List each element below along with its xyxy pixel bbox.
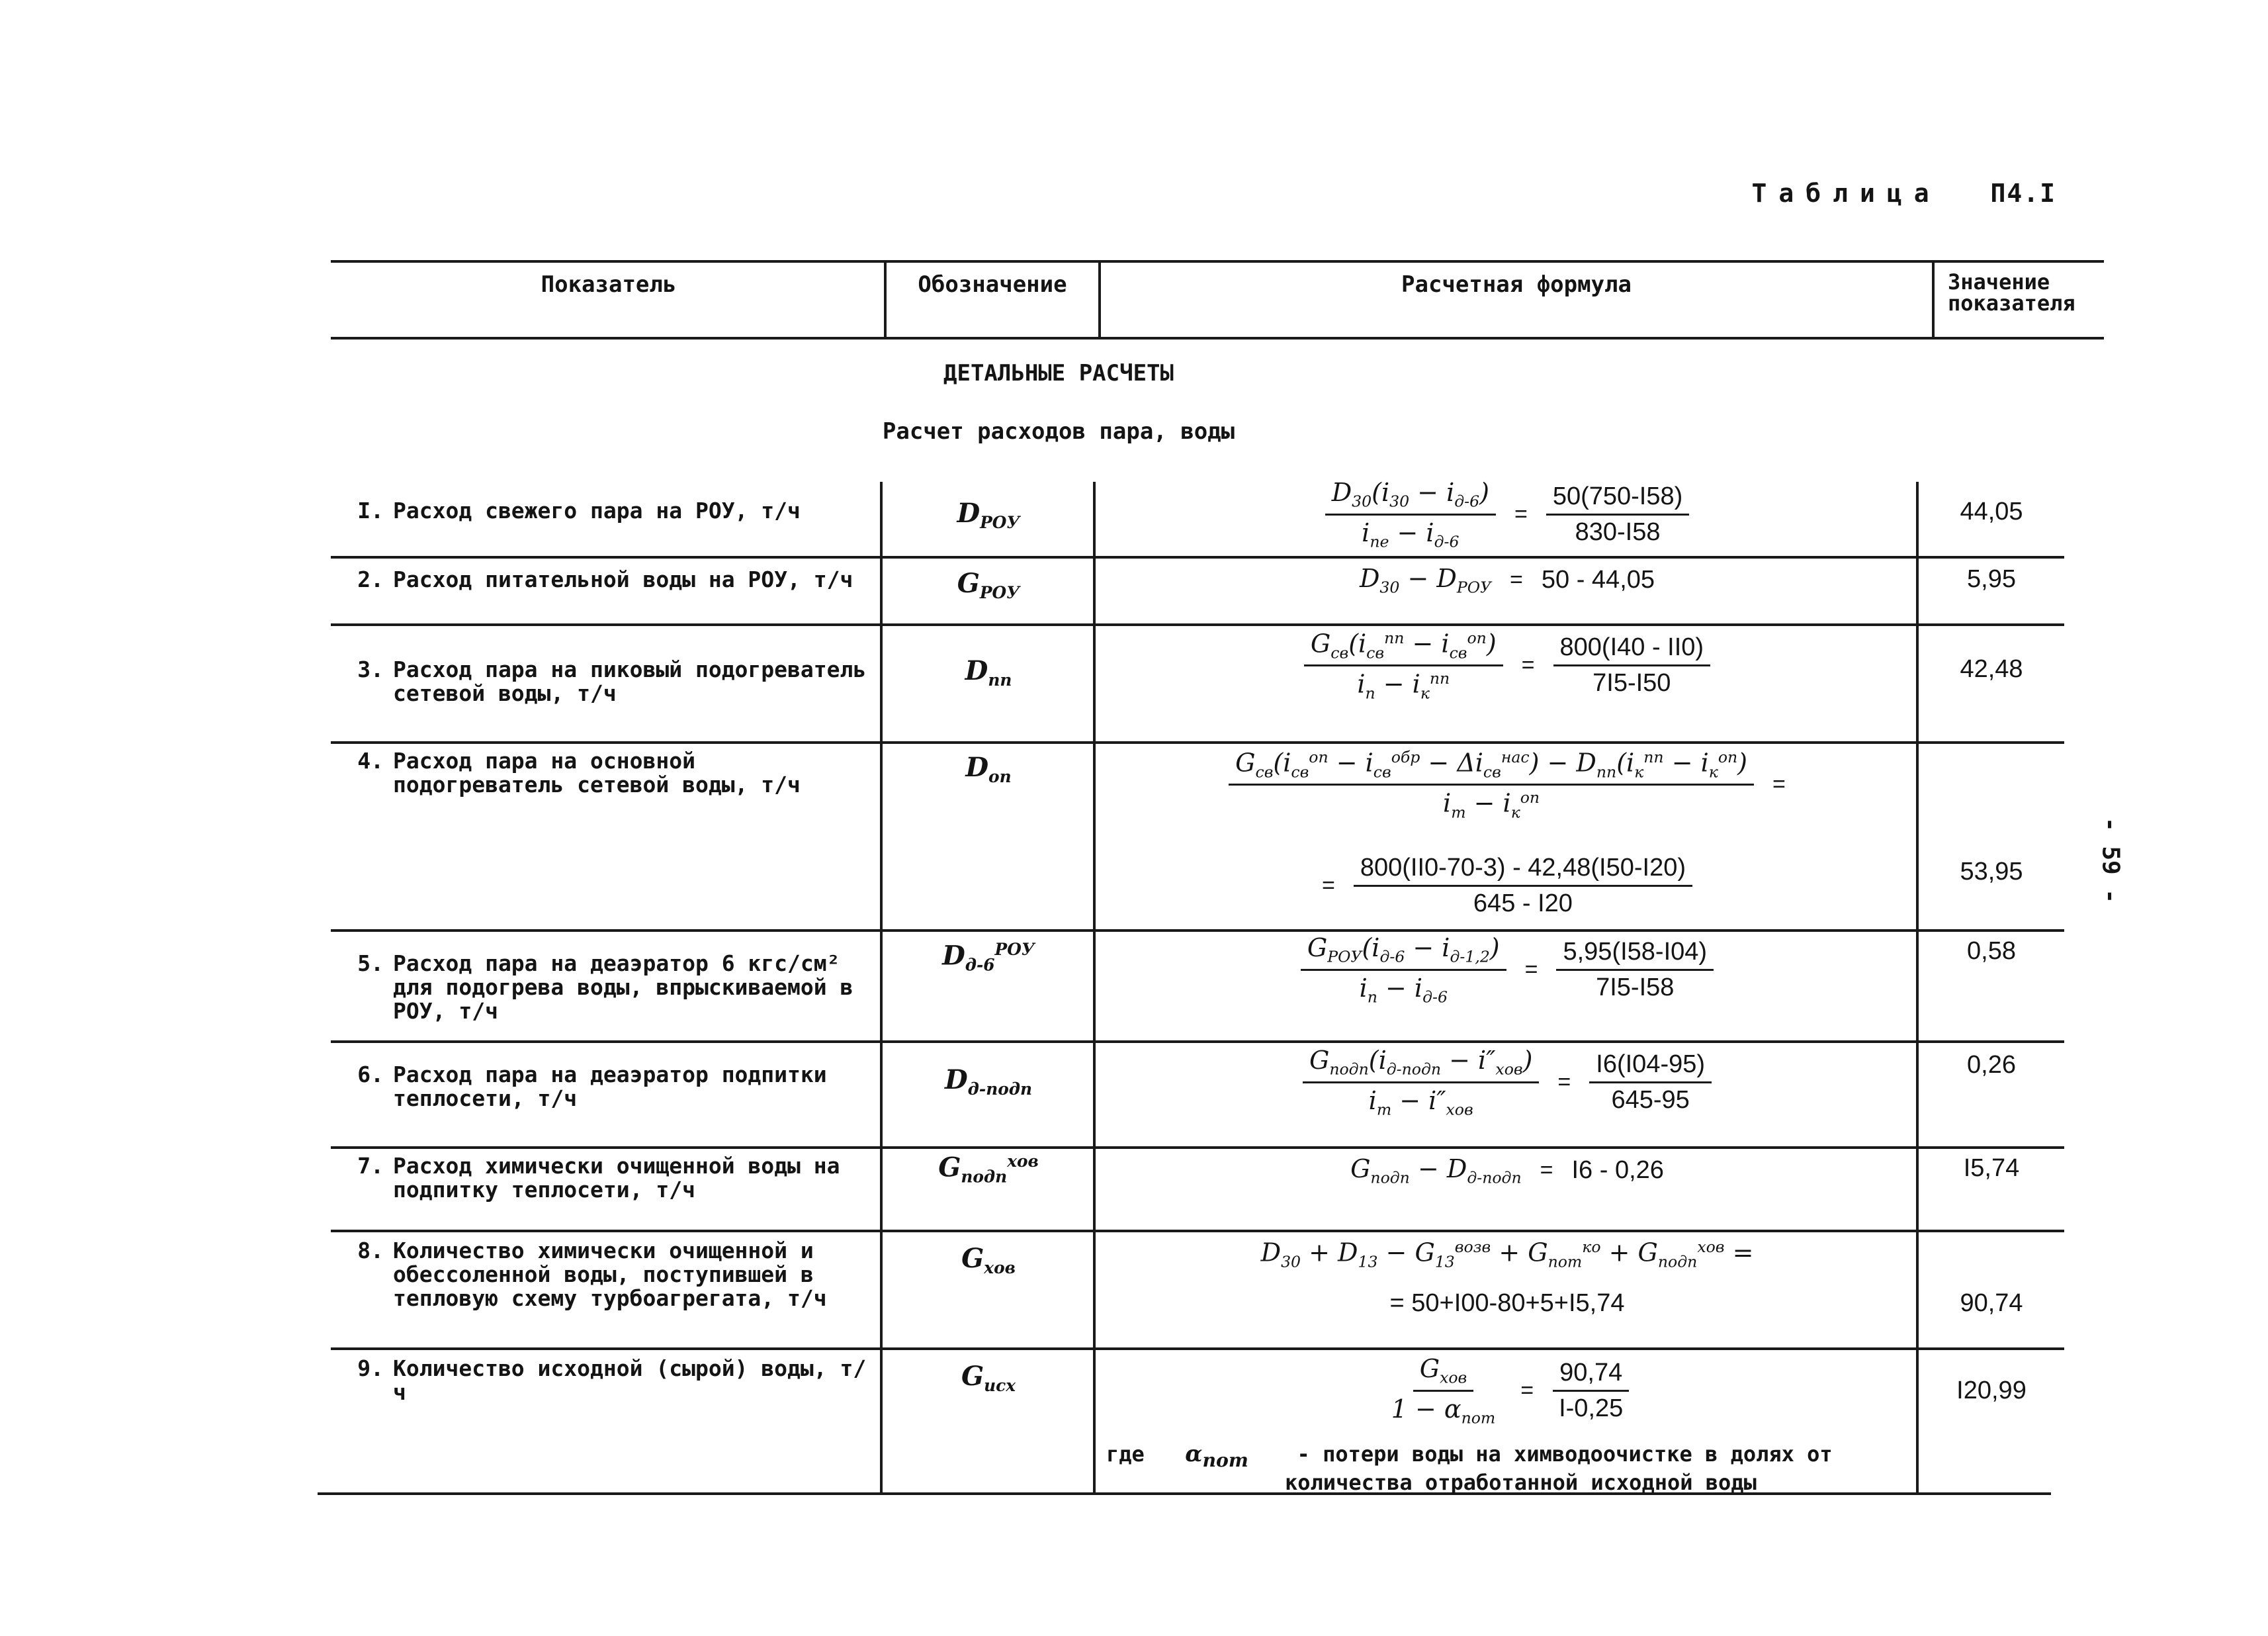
rule-row-sep-7 (331, 1230, 2064, 1232)
symbol-d-d-podp: $D_{д-подп}$ (944, 1064, 1033, 1099)
formula-row-3: $\frac{G_{св}(i_{св}^{пп} - i_{св}^{оп})}{i_п - i_к^{пп}}$ = $\frac{800(I40 - II0)}{7I5-I50}$ (1098, 629, 1916, 703)
table-caption (1751, 179, 2056, 208)
row-indicator: Расход пара на пиковый подогреватель сетевой воды, т/ч (393, 657, 867, 706)
formula-row-1-den: 830-I58 (1575, 518, 1661, 546)
note-alpha-symbol: $\alpha_{пот}$ (1185, 1441, 1248, 1471)
section-title-flows: Расчет расходов пара, воды (882, 418, 1235, 445)
symbol-g-rou: $G_{РОУ}$ (957, 568, 1020, 602)
formula-row-8-numeric (1098, 1289, 1916, 1318)
page-number: - 59 - (2097, 817, 2124, 904)
rule-row-sep-2 (331, 623, 2064, 626)
formula-row-4-symbolic: $\frac{G_{св}(i_{св}^{оп} - i_{св}^{обр} - \Delta i_{св}^{нас}) - D_{пп}(i_к^{пп} - i_к^{оп})}{i_т - i_к^{оп}}$ = (1098, 748, 1916, 822)
symbol-g-hov-podp: $G_{подп}^{хов}$ (938, 1152, 1039, 1187)
rule-row-sep-1 (331, 556, 2064, 559)
row-indicator: Количество химически очищенной и обессоленной воды, поступившей в тепловую схему турбоагрегата, т/ч (393, 1238, 827, 1311)
rule-body-col2 (1093, 482, 1096, 1492)
value-row-9: I20,99 (1956, 1377, 2027, 1404)
table-row-1-name (344, 499, 876, 523)
table-caption-label: Таблица (1751, 179, 1941, 208)
symbol-g-hov: $G_{хов}$ (961, 1243, 1016, 1277)
formula-row-9-den: I-0,25 (1559, 1394, 1624, 1422)
rule-header-top (331, 260, 2104, 263)
table-row-3-name (344, 658, 876, 705)
row-number: I. (357, 498, 384, 523)
symbol-d-d6-rou: $D_{д-6}^{РОУ}$ (942, 940, 1035, 975)
rule-row-sep-5 (331, 1040, 2064, 1043)
value-row-6: 0,26 (1967, 1051, 2016, 1079)
row-number: 4. (357, 748, 384, 774)
formula-row-4-num: 800(II0-70-3) - 42,48(I50-I20) (1354, 854, 1692, 887)
rule-header-bottom (331, 337, 2104, 340)
header-formula: Расчетная формула (1401, 271, 1632, 298)
value-row-4: 53,95 (1960, 858, 2023, 886)
formula-row-1-num: 50(750-I58) (1546, 482, 1689, 516)
row-indicator: Расход питательной воды на РОУ, т/ч (393, 567, 853, 592)
formula-row-1: $\frac{D_{30}(i_{30} - i_{д-6})}{i_{пе} - i_{д-6}}$ = $\frac{50(750-I58)}{830-I58}$ (1098, 478, 1916, 551)
header-symbol: Обозначение (918, 271, 1067, 298)
rule-body-col3 (1916, 482, 1919, 1492)
note-text-line2: количества отработанной исходной воды (1285, 1469, 1757, 1495)
header-value-line2: показателя (1948, 291, 2075, 316)
rule-row-sep-4 (331, 929, 2064, 932)
formula-row-9-num: 90,74 (1553, 1359, 1629, 1392)
row-number: 2. (357, 567, 384, 592)
note-text-line1: - потери воды на химводоочистке в долях от (1297, 1441, 1833, 1467)
value-row-7: I5,74 (1963, 1154, 2020, 1182)
table-row-2-name (344, 568, 876, 592)
row-indicator: Расход химически очищенной воды на подпитку теплосети, т/ч (393, 1153, 840, 1203)
row-number: 3. (357, 657, 384, 682)
formula-row-9: $\frac{G_{хов}}{1 - \alpha_{пот}}$ = $\frac{90,74}{I-0,25}$ (1098, 1354, 1916, 1427)
table-row-7-name (344, 1154, 876, 1202)
value-row-5: 0,58 (1967, 937, 2016, 965)
row-number: 9. (357, 1355, 384, 1381)
formula-row-6-den: 645-95 (1611, 1085, 1690, 1114)
note-row-9 (1106, 1443, 1833, 1494)
formula-row-6: $\frac{G_{подп}(i_{д-подп} - i''_{хов})}{i_т - i''_{хов}}$ = $\frac{I6(I04-95)}{645-95}$ (1098, 1046, 1916, 1118)
formula-row-8-numeric-text: = 50+I00-80+5+I5,74 (1389, 1289, 1625, 1317)
formula-row-2: $D_{30} - D_{РОУ}$ = 50 - 44,05 (1359, 564, 1655, 597)
row-indicator: Количество исходной (сырой) воды, т/ч (393, 1355, 867, 1405)
row-indicator: Расход свежего пара на РОУ, т/ч (393, 498, 801, 523)
table-row-4-name (344, 749, 876, 797)
table-row-5-name (344, 952, 876, 1023)
row-indicator: Расход пара на деаэратор 6 кгс/см² для подогрева воды, впрыскиваемой в РОУ, т/ч (393, 950, 853, 1024)
symbol-d-op: $D_{оп}$ (965, 752, 1012, 786)
value-row-3: 42,48 (1960, 655, 2023, 683)
rule-body-col1 (880, 482, 883, 1492)
row-number: 6. (357, 1062, 384, 1087)
value-row-2: 5,95 (1967, 565, 2016, 593)
table-caption-number: П4.I (1990, 179, 2056, 208)
header-value-line1: Значение (1948, 269, 2050, 295)
formula-row-6-num: I6(I04-95) (1589, 1050, 1712, 1083)
formula-row-3-num: 800(I40 - II0) (1553, 633, 1711, 666)
symbol-d-rou: $D_{РОУ}$ (957, 498, 1020, 532)
formula-row-8-symbolic: $D_{30} + D_{13} - G_{13}^{возв} + G_{пот}^{ко} + G_{подп}^{хов}$ = (1260, 1238, 1754, 1271)
header-value (1948, 271, 2075, 314)
formula-row-7: $G_{подп} - D_{д-подп}$ = I6 - 0,26 (1350, 1154, 1664, 1187)
formula-row-5-num: 5,95(I58-I04) (1556, 938, 1714, 971)
section-title-detailed: ДЕТАЛЬНЫЕ РАСЧЕТЫ (943, 360, 1174, 386)
formula-row-4-den: 645 - I20 (1473, 889, 1573, 917)
table-row-6-name (344, 1063, 876, 1111)
value-row-8: 90,74 (1960, 1289, 2023, 1317)
formula-row-5-den: 7I5-I58 (1596, 973, 1675, 1001)
row-number: 8. (357, 1238, 384, 1263)
formula-row-7-numeric: I6 - 0,26 (1571, 1156, 1664, 1185)
formula-row-5: $\frac{G_{РОУ}(i_{д-6} - i_{д-1,2})}{i_п - i_{д-6}}$ = $\frac{5,95(I58-I04)}{7I5-I58}$ (1098, 933, 1916, 1006)
formula-row-3-den: 7I5-I50 (1592, 669, 1671, 698)
row-indicator: Расход пара на основной подогреватель сетевой воды, т/ч (393, 748, 801, 797)
header-indicator: Показатель (541, 271, 677, 298)
formula-row-4-numeric: = $\frac{800(II0-70-3) - 42,48(I50-I20)}{645 - I20}$ (1098, 854, 1916, 918)
row-indicator: Расход пара на деаэратор подпитки теплосети, т/ч (393, 1062, 827, 1111)
rule-header-col3 (1932, 260, 1935, 337)
rule-row-sep-6 (331, 1146, 2064, 1149)
symbol-g-ish: $G_{исх}$ (961, 1361, 1016, 1395)
table-row-8-name (344, 1239, 876, 1310)
rule-row-sep-8 (331, 1347, 2064, 1350)
rule-row-sep-3 (331, 741, 2064, 744)
formula-row-2-numeric: 50 - 44,05 (1541, 566, 1655, 594)
row-number: 7. (357, 1153, 384, 1179)
row-number: 5. (357, 950, 384, 976)
table-row-9-name (344, 1357, 876, 1404)
symbol-d-pp: $D_{пп}$ (965, 655, 1012, 690)
value-row-1: 44,05 (1960, 498, 2023, 525)
note-where: где (1106, 1441, 1145, 1467)
